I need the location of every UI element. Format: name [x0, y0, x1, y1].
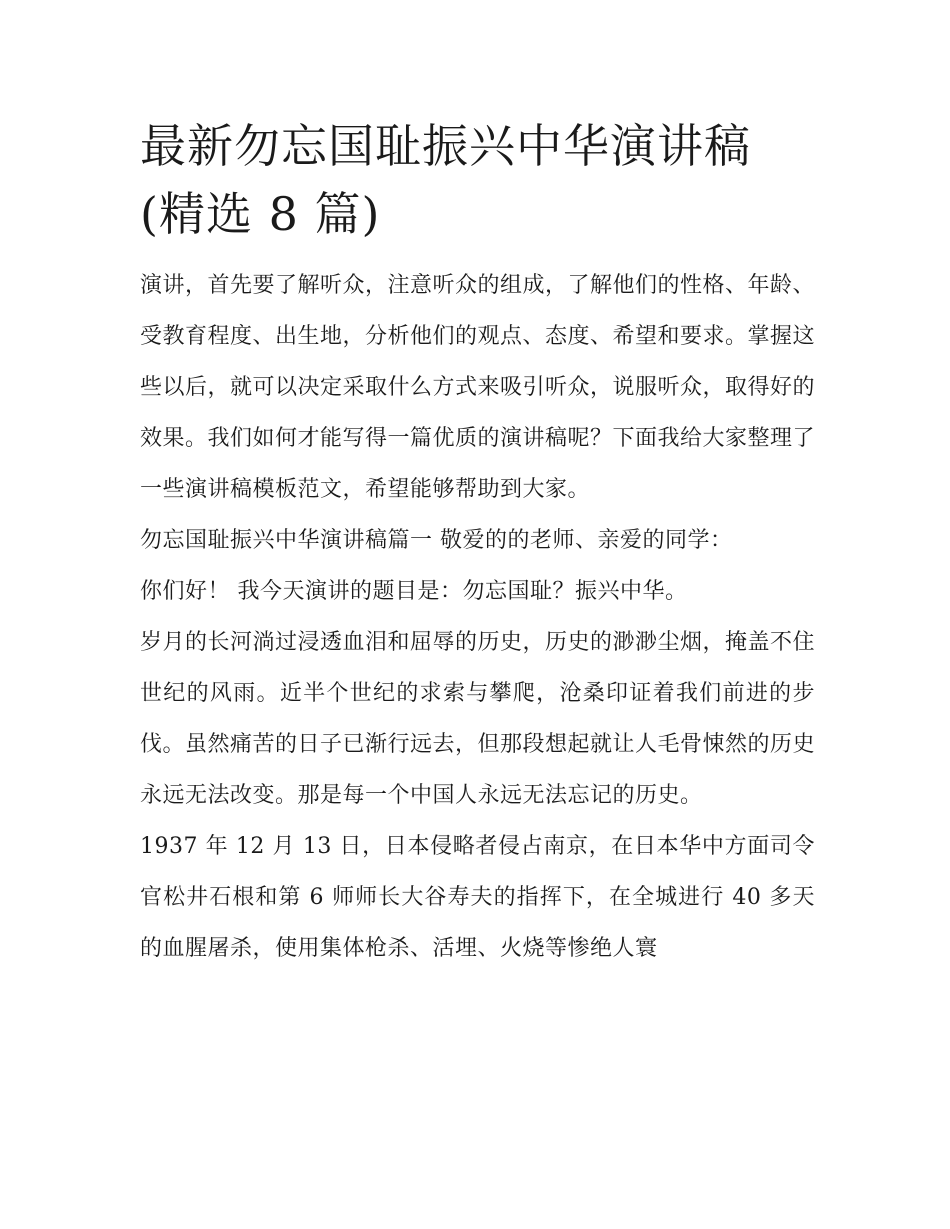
speech-greeting-paragraph: 勿忘国耻振兴中华演讲稿篇一 敬爱的的老师、亲爱的同学：: [140, 528, 733, 553]
speech-topic-paragraph: 你们好！ 我今天演讲的题目是：勿忘国耻？振兴中华。: [140, 579, 688, 604]
document-title: 最新勿忘国耻振兴中华演讲稿(精选 8 篇): [140, 119, 751, 241]
document-body: [140, 112, 815, 974]
intro-paragraph: 演讲，首先要了解听众，注意听众的组成，了解他们的性格、年龄、受教育程度、出生地，分析他们的观点、态度、希望和要求。掌握这些以后，就可以决定采取什么方式来吸引听众，说服听众，取得好的效果。我们如何才能写得一篇优质的演讲稿呢？下面我给大家整理了一些演讲稿模板范文，希望能够帮助到大家。: [140, 273, 816, 502]
history-paragraph: 岁月的长河淌过浸透血泪和屈辱的历史，历史的渺渺尘烟，掩盖不住世纪的风雨。近半个世纪的求索与攀爬，沧桑印证着我们前进的步伐。虽然痛苦的日子已渐行远去，但那段想起就让人毛骨悚然的历史永远无法改变。那是每一个中国人永远无法忘记的历史。: [140, 630, 816, 808]
nanjing-paragraph: 1937 年 12 月 13 日，日本侵略者侵占南京，在日本华中方面司令官松井石根和第 6 师师长大谷寿夫的指挥下，在全城进行 40 多天的血腥屠杀，使用集体枪杀、活埋、火烧等惨绝人寰: [140, 834, 815, 961]
